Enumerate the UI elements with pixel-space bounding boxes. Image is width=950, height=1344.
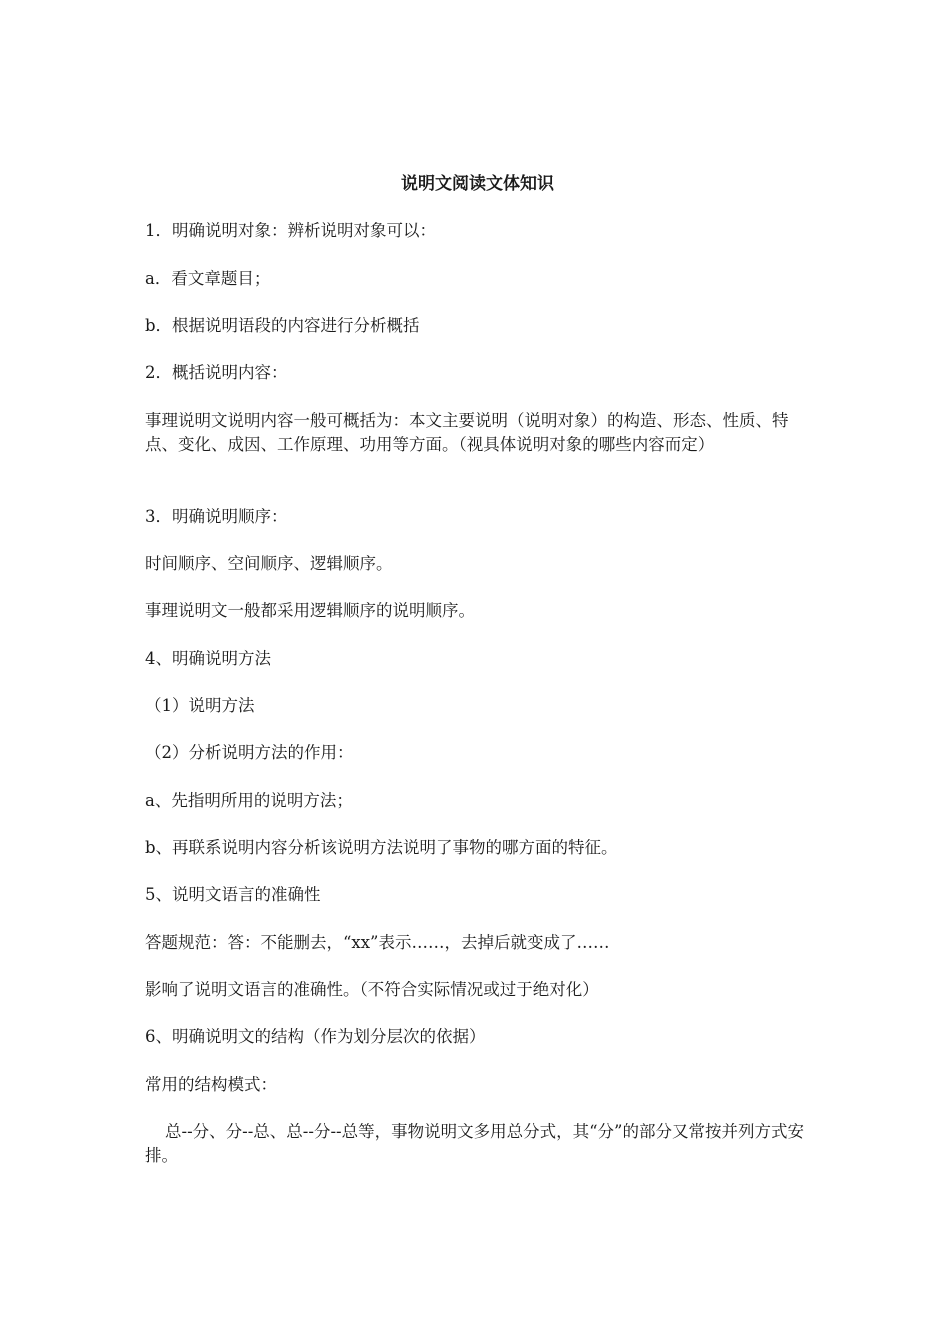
paragraph-13: b、再联系说明内容分析该说明方法说明了事物的哪方面的特征。 — [145, 838, 618, 857]
paragraph-3: b．根据说明语段的内容进行分析概括 — [145, 316, 420, 335]
paragraph-19: 总--分、分--总、总--分--总等，事物说明文多用总分式，其“分”的部分又常按并列方式安排。 — [145, 1122, 804, 1165]
paragraph-18: 常用的结构模式： — [145, 1075, 277, 1094]
paragraph-16: 影响了说明文语言的准确性。（不符合实际情况或过于绝对化） — [145, 980, 599, 999]
paragraph-12: a、先指明所用的说明方法； — [145, 791, 353, 810]
paragraph-8: 事理说明文一般都采用逻辑顺序的说明顺序。 — [145, 601, 475, 620]
paragraph-7: 时间顺序、空间顺序、逻辑顺序。 — [145, 554, 393, 573]
paragraph-10: （1）说明方法 — [145, 696, 255, 715]
document-title: 说明文阅读文体知识 — [401, 174, 554, 194]
paragraph-4: 2．概括说明内容： — [145, 363, 288, 382]
paragraph-5: 事理说明文说明内容一般可概括为：本文主要说明（说明对象）的构造、形态、性质、特点、变化、成因、工作原理、功用等方面。（视具体说明对象的哪些内容而定） — [145, 411, 789, 454]
paragraph-11: （2）分析说明方法的作用： — [145, 743, 354, 762]
paragraph-2: a．看文章题目； — [145, 269, 271, 288]
paragraph-1: 1．明确说明对象：辨析说明对象可以： — [145, 221, 436, 240]
paragraph-9: 4、明确说明方法 — [145, 649, 271, 668]
paragraph-15: 答题规范：答：不能删去，“xx”表示……，去掉后就变成了…… — [145, 933, 610, 952]
paragraph-14: 5、说明文语言的准确性 — [145, 885, 321, 904]
paragraph-17: 6、明确说明文的结构（作为划分层次的依据） — [145, 1027, 486, 1046]
paragraph-6: 3．明确说明顺序： — [145, 507, 288, 526]
